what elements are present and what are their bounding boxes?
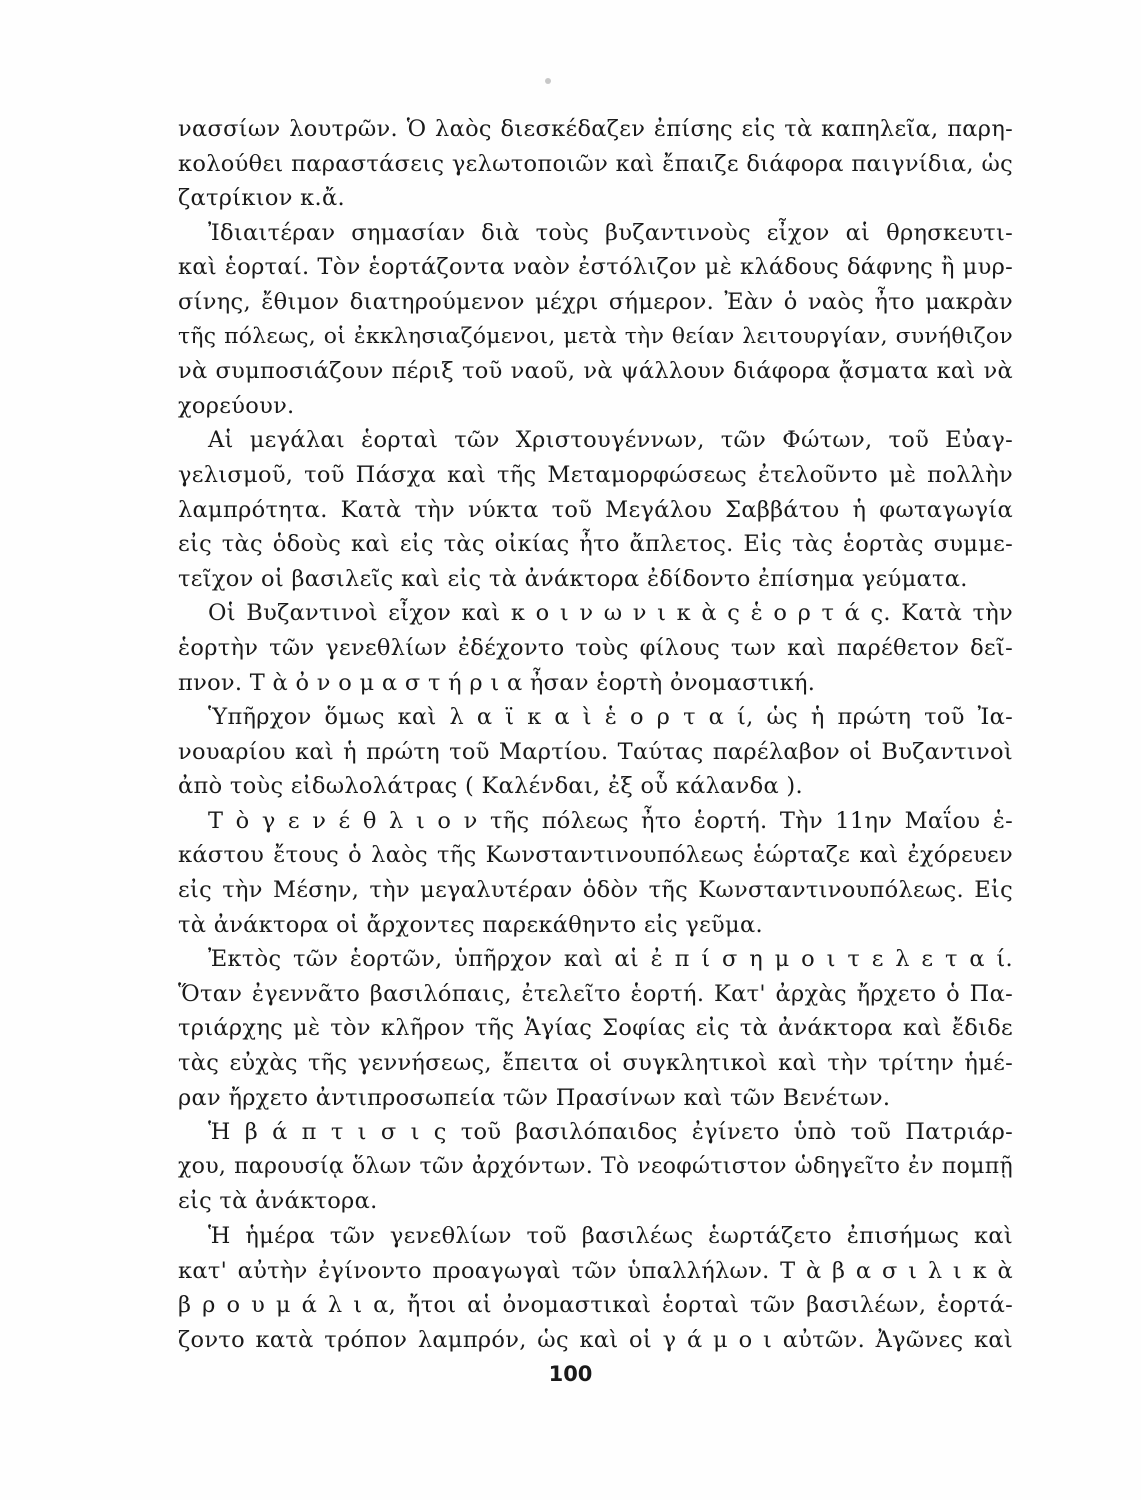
- text-line: ἀπὸ τοὺς εἰδωλολάτρας ( Καλένδαι, ἐξ οὗ κάλανδα ).: [178, 773, 803, 800]
- text-line: σίνης, ἔθιμον διατηρούμενον μέχρι σήμερον. Ἐὰν ὁ ναὸς ἦτο μακρὰν: [178, 288, 1013, 315]
- text-line: Ἡ β ά π τ ι σ ι ς τοῦ βασιλόπαιδος ἐγίνετο ὑπὸ τοῦ Πατριάρ-: [208, 1119, 1013, 1146]
- text-line: ζατρίκιον κ.ἄ.: [178, 185, 345, 212]
- text-line: τεῖχον οἱ βασιλεῖς καὶ εἰς τὰ ἀνάκτορα ἐδίδοντο ἐπίσημα γεύματα.: [178, 565, 968, 592]
- text-line: β ρ ο υ μ ά λ ι α, ἤτοι αἱ ὀνομαστικαὶ ἑορταὶ τῶν βασιλέων, ἑορτά-: [178, 1292, 1013, 1319]
- text-line: τὰς εὐχὰς τῆς γεννήσεως, ἔπειτα οἱ συγκλητικοὶ καὶ τὴν τρίτην ἡμέ-: [178, 1050, 1013, 1077]
- text-line: Τ ὸ γ ε ν έ θ λ ι ο ν τῆς πόλεως ἦτο ἑορτή. Τὴν 11ην Μαΐου ἑ-: [208, 807, 1013, 834]
- text-line: ζοντο κατὰ τρόπον λαμπρόν, ὡς καὶ οἱ γ ά μ ο ι αὐτῶν. Ἀγῶνες καὶ: [178, 1326, 1013, 1353]
- specks-mark: [545, 78, 551, 84]
- text-line: Αἱ μεγάλαι ἑορταὶ τῶν Χριστουγέννων, τῶν Φώτων, τοῦ Εὐαγ-: [208, 427, 1013, 454]
- text-line: κάστου ἔτους ὁ λαὸς τῆς Κωνσταντινουπόλεως ἑώρταζε καὶ ἐχόρευεν: [178, 842, 1013, 869]
- text-line: χορεύουν.: [178, 392, 295, 419]
- text-line: λαμπρότητα. Κατὰ τὴν νύκτα τοῦ Μεγάλου Σαββάτου ἡ φωταγωγία: [178, 496, 1013, 523]
- text-line: Ὑπῆρχον ὅμως καὶ λ α ϊ κ α ὶ ἑ ο ρ τ α ί, ὡς ἡ πρώτη τοῦ Ἰα-: [208, 704, 1013, 731]
- text-line: Ἰδιαιτέραν σημασίαν διὰ τοὺς βυζαντινοὺς εἶχον αἱ θρησκευτι-: [208, 219, 1013, 246]
- text-line: εἰς τὴν Μέσην, τὴν μεγαλυτέραν ὁδὸν τῆς Κωνσταντινουπόλεως. Εἰς: [178, 877, 1013, 904]
- text-line: Ἐκτὸς τῶν ἑορτῶν, ὑπῆρχον καὶ αἱ ἐ π ί σ η μ ο ι τ ε λ ε τ α ί.: [208, 946, 1013, 973]
- text-line: ἑορτὴν τῶν γενεθλίων ἐδέχοντο τοὺς φίλους των καὶ παρέθετον δεῖ-: [178, 634, 1013, 661]
- text-line: νουαρίου καὶ ἡ πρώτη τοῦ Μαρτίου. Ταύτας παρέλαβον οἱ Βυζαντινοὶ: [178, 738, 1013, 765]
- text-line: γελισμοῦ, τοῦ Πάσχα καὶ τῆς Μεταμορφώσεως ἐτελοῦντο μὲ πολλὴν: [178, 461, 1013, 488]
- page-number: 100: [548, 1362, 593, 1386]
- text-line: χου, παρουσίᾳ ὅλων τῶν ἀρχόντων. Τὸ νεοφώτιστον ὡδηγεῖτο ἐν πομπῇ: [178, 1153, 1013, 1179]
- text-line: τὰ ἀνάκτορα οἱ ἄρχοντες παρεκάθηντο εἰς γεῦμα.: [178, 911, 763, 938]
- body-text: [178, 112, 1013, 1357]
- text-line: νὰ συμποσιάζουν πέριξ τοῦ ναοῦ, νὰ ψάλλουν διάφορα ᾄσματα καὶ νὰ: [178, 358, 1013, 385]
- text-line: Οἱ Βυζαντινοὶ εἶχον καὶ κ ο ι ν ω ν ι κ ὰ ς ἑ ο ρ τ ά ς. Κατὰ τὴν: [208, 600, 1013, 627]
- text-line: τῆς πόλεως, οἱ ἐκκλησιαζόμενοι, μετὰ τὴν θείαν λειτουργίαν, συνήθιζον: [178, 323, 1013, 349]
- text-line: κολούθει παραστάσεις γελωτοποιῶν καὶ ἔπαιζε διάφορα παιγνίδια, ὡς: [178, 150, 1013, 177]
- text-line: νασσίων λουτρῶν. Ὁ λαὸς διεσκέδαζεν ἐπίσης εἰς τὰ καπηλεῖα, παρη-: [178, 116, 1013, 142]
- text-line: πνον. Τ ὰ ὀ ν ο μ α σ τ ή ρ ι α ἦσαν ἑορτὴ ὀνομαστική.: [178, 669, 816, 696]
- text-line: καὶ ἑορταί. Τὸν ἑορτάζοντα ναὸν ἐστόλιζον μὲ κλάδους δάφνης ἢ μυρ-: [178, 254, 1013, 281]
- text-line: Ὅταν ἐγεννᾶτο βασιλόπαις, ἐτελεῖτο ἑορτή. Κατ' ἀρχὰς ἤρχετο ὁ Πα-: [178, 980, 1013, 1007]
- text-line: κατ' αὐτὴν ἐγίνοντο προαγωγαὶ τῶν ὑπαλλήλων. Τ ὰ β α σ ι λ ι κ ὰ: [178, 1257, 1013, 1284]
- text-line: τριάρχης μὲ τὸν κλῆρον τῆς Ἁγίας Σοφίας εἰς τὰ ἀνάκτορα καὶ ἔδιδε: [178, 1015, 1013, 1042]
- text-line: εἰς τὰς ὁδοὺς καὶ εἰς τὰς οἰκίας ἦτο ἄπλετος. Εἰς τὰς ἑορτὰς συμμε-: [178, 531, 1013, 558]
- text-line: ραν ἤρχετο ἀντιπροσωπεία τῶν Πρασίνων καὶ τῶν Βενέτων.: [178, 1084, 891, 1111]
- text-line: Ἡ ἡμέρα τῶν γενεθλίων τοῦ βασιλέως ἑωρτάζετο ἐπισήμως καὶ: [208, 1223, 1013, 1249]
- text-line: εἰς τὰ ἀνάκτορα.: [178, 1188, 378, 1215]
